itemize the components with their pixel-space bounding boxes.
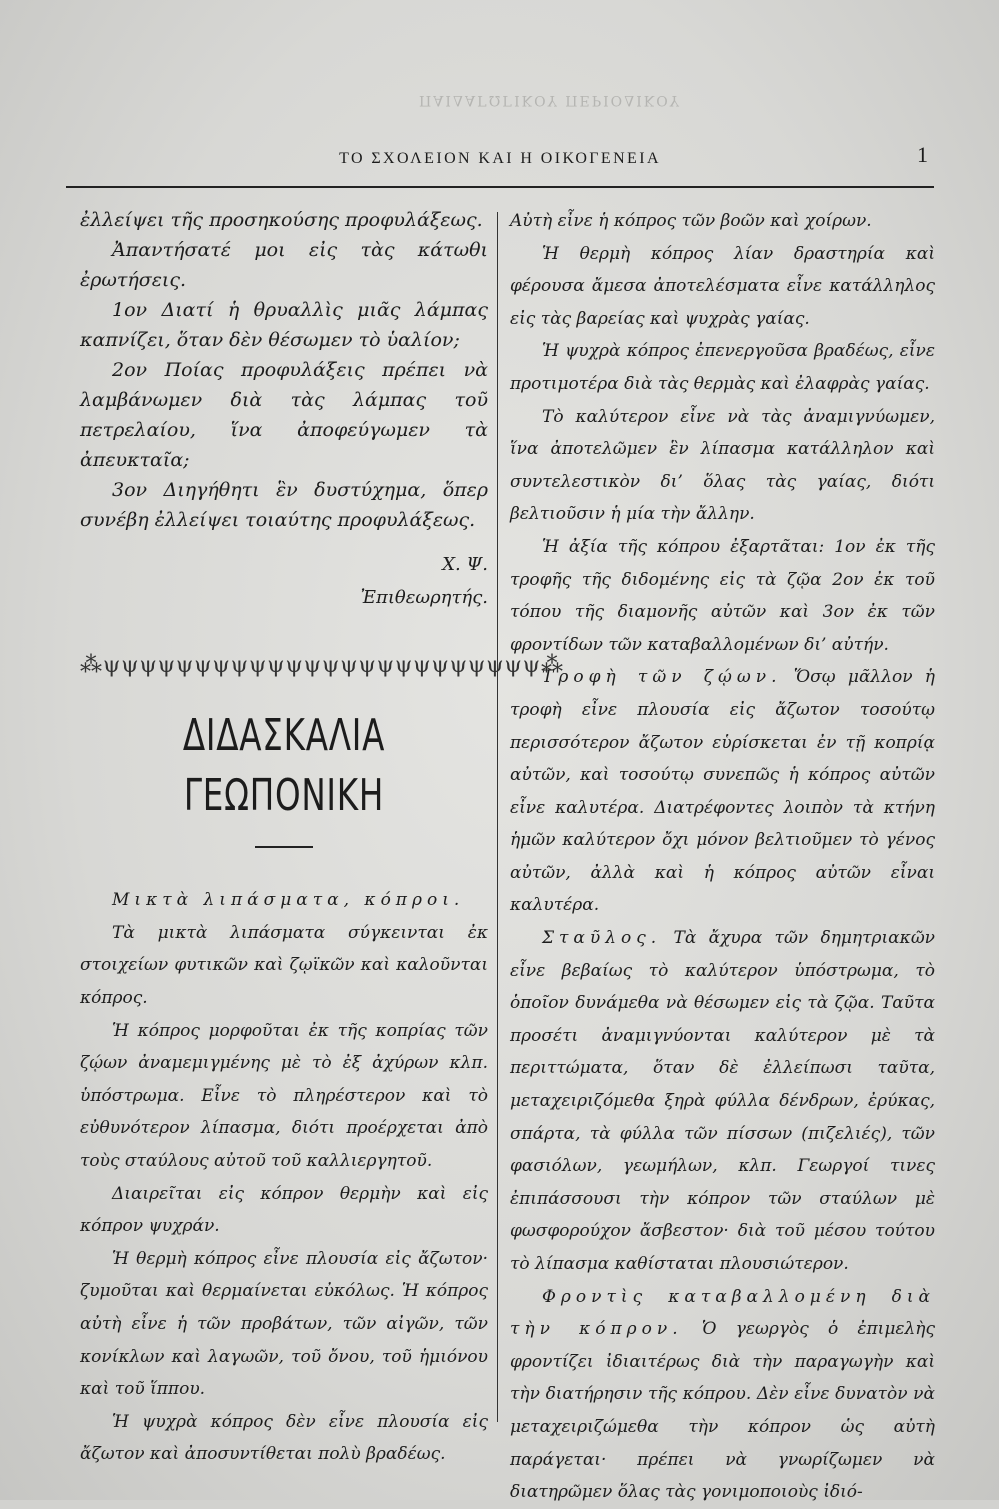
bleed-through-text: ΠΑΙΔΑΓΩΓΙΚΟΥ ΠΕΡΙΟΔΙΚΟΥ — [419, 92, 681, 108]
running-title: ΤΟ ΣΧΟΛΕΙΟΝ ΚΑΙ Η ΟΙΚΟΓΕΝΕΙΑ — [339, 150, 661, 167]
paragraph: Ἡ κόπρος μορφοῦται ἐκ τῆς κοπρίας τῶν ζῴων ἀναμεμιγμένης μὲ τὸ ἐξ ἀχύρων κλπ. ὑπόστρωμα. Εἶνε τὸ πληρέστερον καὶ τὸ εὐθυνότερον λίπασμα, διότι προέρχεται ἀπὸ τοὺς σταύλους αὐτοῦ τοῦ καλλιεργητοῦ. — [80, 1020, 488, 1171]
subheading: Μικτὰ λιπάσματα, κόπροι. — [112, 890, 465, 911]
page-number: 1 — [917, 142, 928, 167]
paragraph: Ἡ θερμὴ κόπρος λίαν δραστηρία καὶ φέρουσα ἄμεσα ἀποτελέσματα εἶνε κατάλληλος εἰς τὰς βαρείας καὶ ψυχρὰς γαίας. — [510, 243, 935, 329]
question-1: 1ον Διατί ἡ θρυαλλὶς μιᾶς λάμπας καπνίζει, ὅταν δὲν θέσωμεν τὸ ὑαλίον; — [80, 299, 488, 351]
signature-title: Ἐπιθεωρητής. — [360, 586, 488, 608]
question-3: 3ον Διηγήθητι ἓν δυστύχημα, ὅπερ συνέβη ἐλλείψει τοιαύτης προφυλάξεως. — [80, 479, 488, 531]
paragraph: Ἡ ψυχρὰ κόπρος ἐπενεργοῦσα βραδέως, εἶνε προτιμοτέρα διὰ τὰς θερμὰς καὶ ἐλαφρὰς γαίας. — [510, 341, 935, 394]
subheading: Σταῦλος. — [542, 928, 662, 949]
paragraph-text: Ὁ γεωργὸς ὁ ἐπιμελὴς φροντίζει ἰδιαιτέρως διὰ τὴν παραγωγὴν καὶ τὴν διατήρησιν τῆς κόπρου. Δὲν εἶνε δυνατὸν νὰ μεταχειριζώμεθα τὴν κόπρον ὡς αὐτὴ παράγεται· πρέπει νὰ γνωρίζωμεν νὰ διατηρῶμεν ὅλας τὰς γονιμοποιοὺς ἰδιό- — [510, 1319, 935, 1503]
left-column — [80, 205, 565, 1471]
paragraph: Ἡ ψυχρὰ κόπρος δὲν εἶνε πλουσία εἰς ἄζωτον καὶ ἀποσυντίθεται πολὺ βραδέως. — [80, 1411, 488, 1465]
paragraph — [510, 661, 935, 922]
paragraph-text: Ὅσῳ μᾶλλον ἡ τροφὴ εἶνε πλουσία εἰς ἄζωτον τοσούτῳ περισσότερον ἄζωτον εὑρίσκεται ἐν τῇ κοπρίᾳ αὐτῶν, καὶ τοσούτῳ συνεπῶς ἡ κόπρος αὐτῶν εἶνε καλυτέρα. Διατρέφοντες λοιπὸν τὰ κτήνη ἡμῶν καλύτερον ὄχι μόνον βελτιοῦμεν τὸ γένος αὐτῶν, ἀλλὰ καὶ ἡ κόπρος αὐτῶν εἶναι καλυτέρα. — [510, 667, 935, 916]
paragraph — [510, 1281, 935, 1509]
paragraph: Διαιρεῖται εἰς κόπρον θερμὴν καὶ εἰς κόπρον ψυχράν. — [80, 1183, 488, 1237]
paragraph: Ἀπαντήσατέ μοι εἰς τὰς κάτωθι ἐρωτήσεις. — [80, 239, 488, 291]
paragraph: Τὰ μικτὰ λιπάσματα σύγκεινται ἐκ στοιχείων φυτικῶν καὶ ζῳϊκῶν καὶ καλοῦνται κόπρος. — [80, 922, 488, 1008]
short-rule — [255, 846, 313, 848]
paragraph: Αὐτὴ εἶνε ἡ κόπρος τῶν βοῶν καὶ χοίρων. — [510, 211, 872, 231]
question-2: 2ον Ποίας προφυλάξεις πρέπει νὰ λαμβάνωμεν διὰ τὰς λάμπας τοῦ πετρελαίου, ἵνα ἀποφεύγωμεν τὰ ἀπευκταῖα; — [80, 359, 488, 471]
paragraph: Ἡ ἀξία τῆς κόπρου ἐξαρτᾶται: 1ον ἐκ τῆς τροφῆς τῆς διδομένης εἰς τὰ ζῷα 2ον ἐκ τοῦ τόπου τῆς διαμονῆς αὐτῶν καὶ 3ον ἐκ τῶν φροντίδων τῶν καταβαλλομένων δι’ αὐτήν. — [510, 536, 935, 655]
right-column — [510, 205, 935, 1509]
signature-initials: Χ. Ψ. — [442, 554, 488, 575]
section-title: ΔΙΔΑΣΚΑΛΙΑ ΓΕΩΠΟΝΙΚΗ — [182, 710, 386, 822]
page-header — [66, 140, 934, 188]
paragraph-text: Τὰ ἄχυρα τῶν δημητριακῶν εἶνε βεβαίως τὸ καλύτερον ὑπόστρωμα, τὸ ὁποῖον δυνάμεθα νὰ θέσωμεν εἰς τὰ ζῷα. Ταῦτα προσέτι ἀναμιγνύονται καλύτερον μὲ τὰ περιττώματα, ὅταν δὲ ἐλλείπωσι ταῦτα, μεταχειριζόμεθα ξηρὰ φύλλα δένδρων, ἐρύκας, σπάρτα, τὰ φύλλα τῶν πίσσων (πιζελιές), τῶν φασιόλων, γεωμήλων, κλπ. Γεωργοί τινες ἐπιπάσσουσι τὴν κόπρον τῶν σταύλων μὲ φωσφορούχον ἄσβεστον· διὰ τοῦ μέσου τούτου τὸ λίπασμα καθίσταται πλουσιώτερον. — [510, 928, 936, 1274]
paragraph: ἐλλείψει τῆς προσηκούσης προφυλάξεως. — [80, 209, 483, 231]
subheading: Τροφὴ τῶν ζῴων. — [542, 667, 782, 688]
column-divider — [497, 212, 498, 1422]
subheading: Φροντὶς καταβαλλομένη διὰ τὴν κόπρον. — [510, 1286, 935, 1340]
paragraph: Τὸ καλύτερον εἶνε νὰ τὰς ἀναμιγνύωμεν, ἵνα ἀποτελῶμεν ἓν λίπασμα κατάλληλον καὶ συντελεστικὸν δι’ ὅλας τὰς γαίας, διότι βελτιοῦσιν ἡ μία τὴν ἄλλην. — [510, 406, 935, 525]
paragraph: Ἡ θερμὴ κόπρος εἶνε πλουσία εἰς ἄζωτον· ζυμοῦται καὶ θερμαίνεται εὐκόλως. Ἡ κόπρος αὐτὴ εἶνε ἡ τῶν προβάτων, τῶν αἰγῶν, τῶν κονίκλων καὶ λαγωῶν, τοῦ ὄνου, τοῦ ἡμιόνου καὶ τοῦ ἵππου. — [80, 1248, 488, 1400]
ornament-divider: ⁂ψψψψψψψψψψψψψψψψψψψψψψψψ⁂ — [80, 653, 565, 679]
paragraph — [510, 922, 935, 1281]
